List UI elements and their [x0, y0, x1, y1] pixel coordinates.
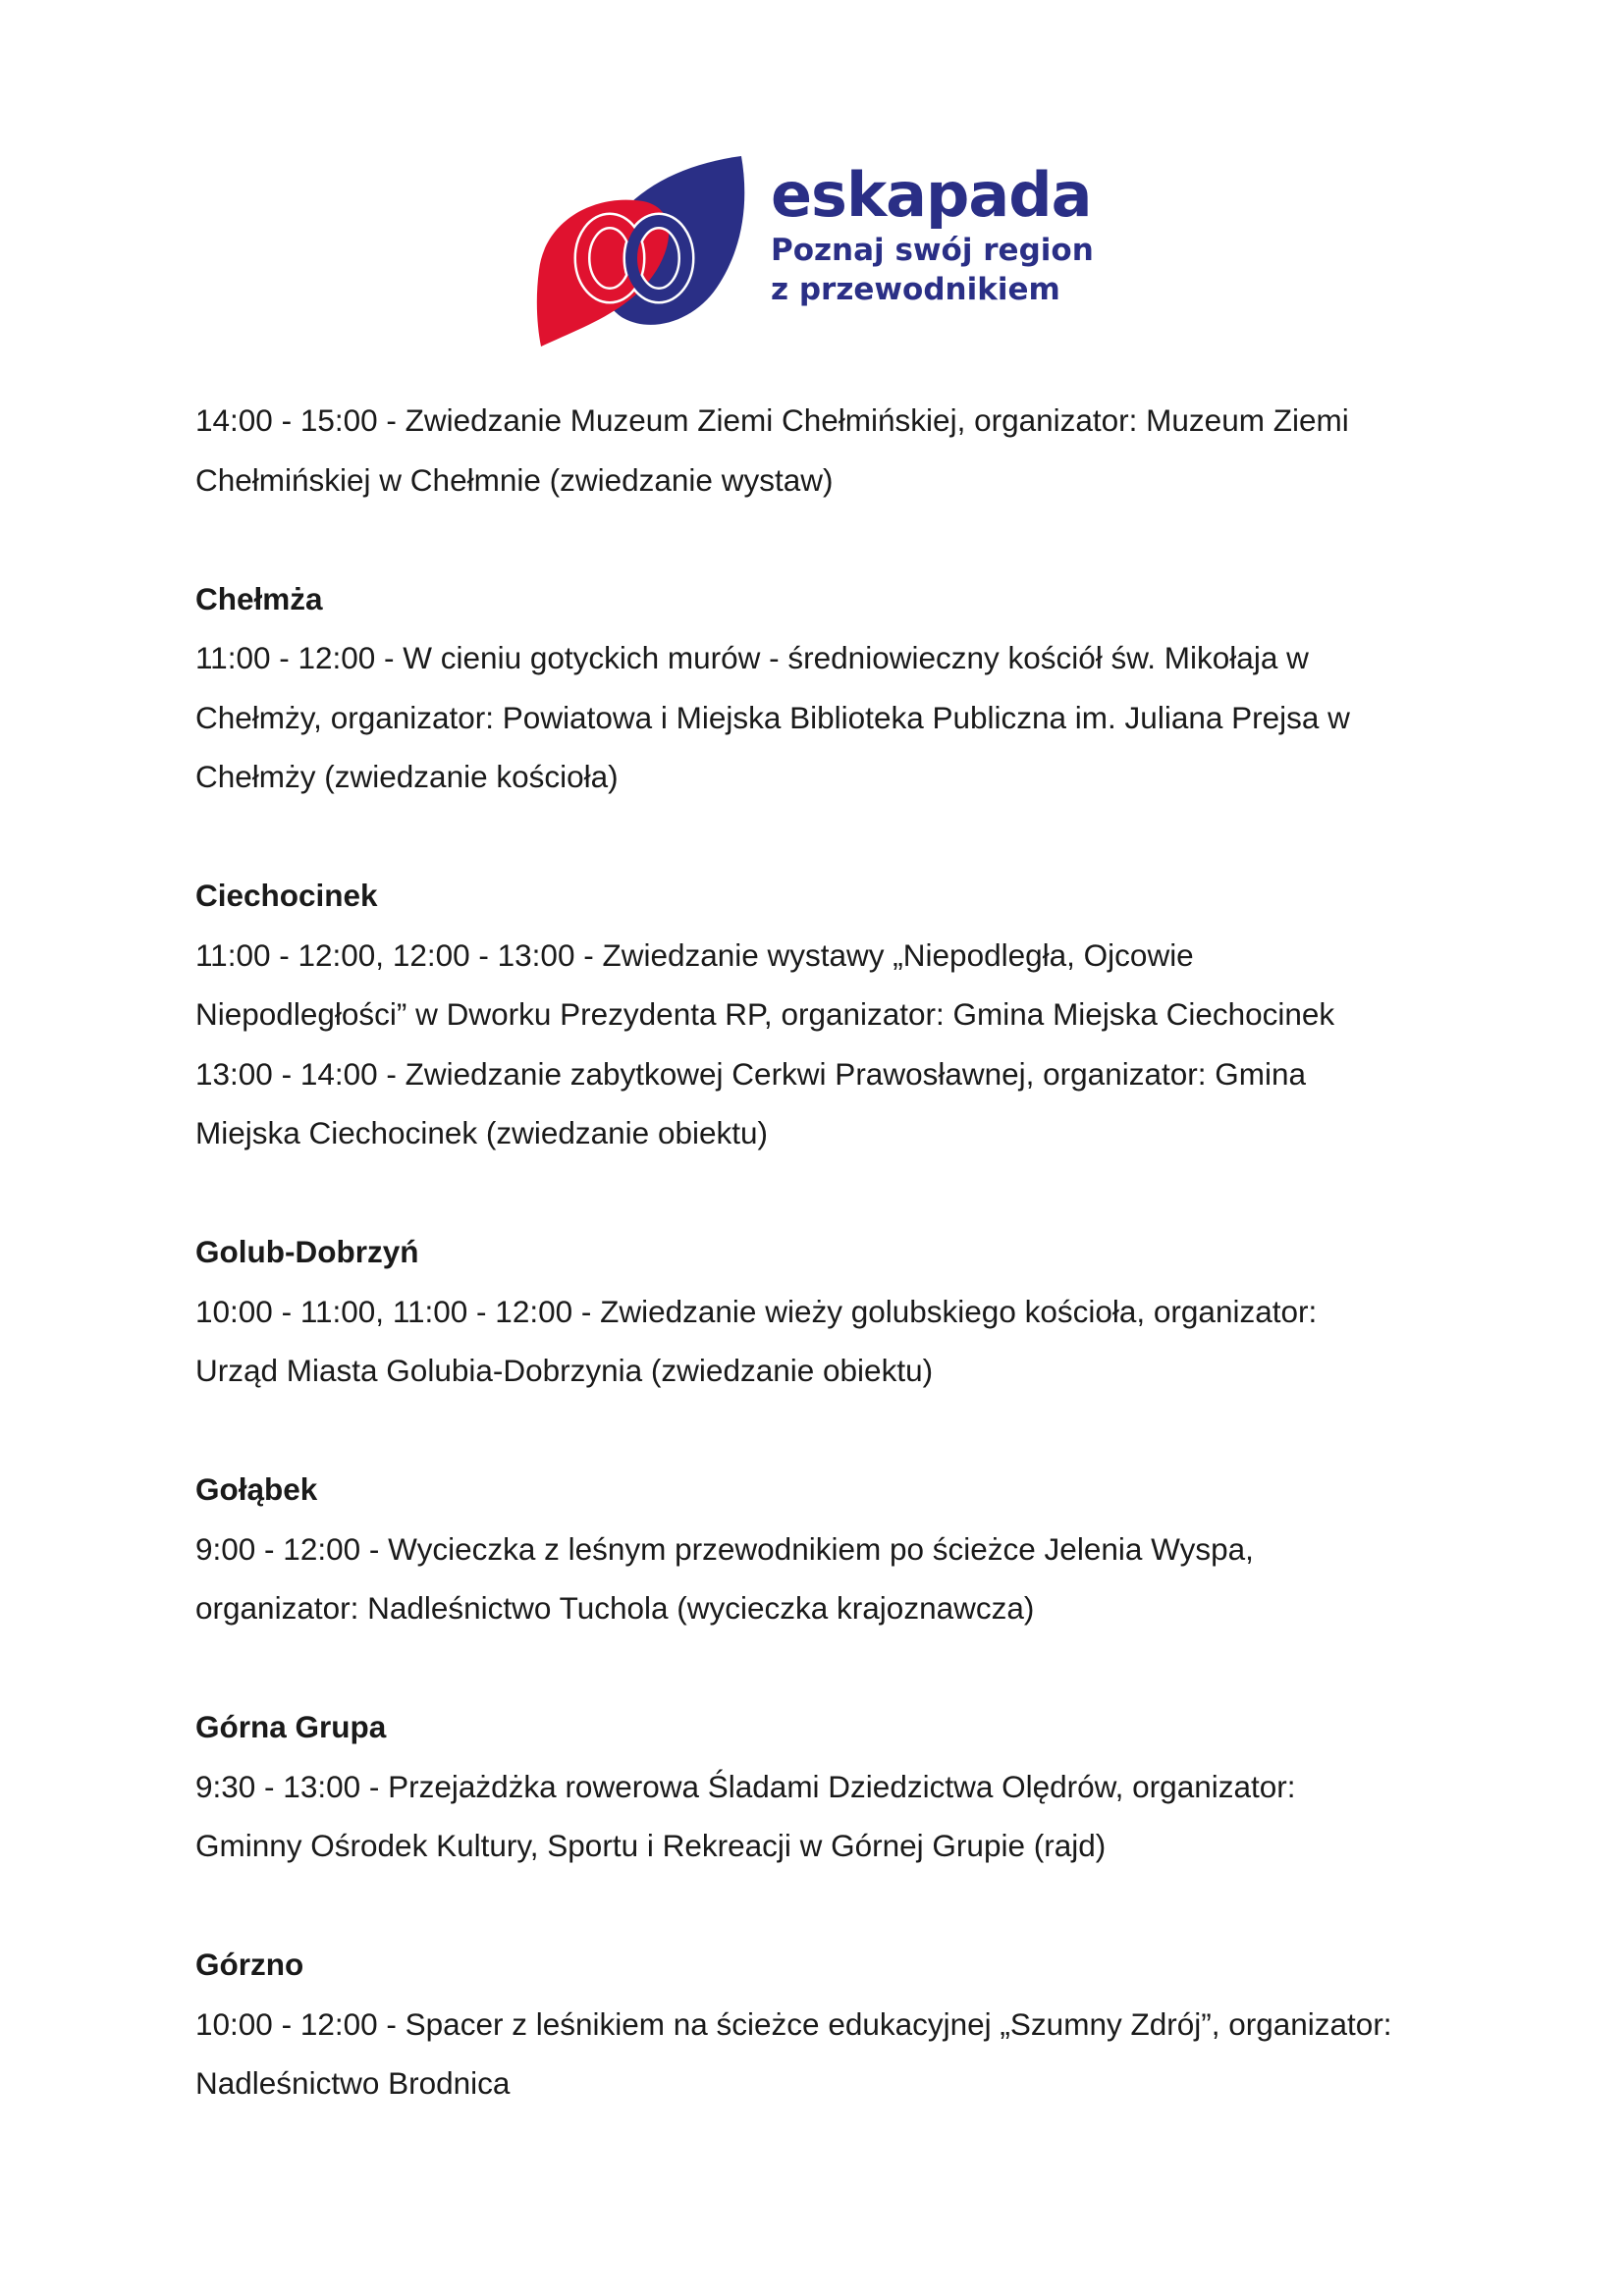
section-heading: Górzno [195, 1947, 304, 1982]
section-chelmza [195, 569, 1452, 807]
entry-line: 11:00 - 12:00 - W cieniu gotyckich murów - średniowieczny kościół św. Mikołaja w [195, 640, 1309, 675]
entry-line: Niepodległości” w Dworku Prezydenta RP, organizator: Gmina Miejska Ciechocinek [195, 996, 1335, 1032]
schedule-content [195, 391, 1452, 2113]
section-heading: Golub-Dobrzyń [195, 1234, 419, 1269]
section-heading: Gołąbek [195, 1471, 318, 1507]
intro-entry [195, 391, 1452, 509]
section-golabek [195, 1460, 1452, 1638]
entry-line: organizator: Nadleśnictwo Tuchola (wycieczka krajoznawcza) [195, 1590, 1035, 1626]
entry-line: Chełmińskiej w Chełmnie (zwiedzanie wystaw) [195, 461, 834, 498]
section-heading: Górna Grupa [195, 1709, 387, 1744]
section-heading: Ciechocinek [195, 878, 378, 913]
entry-line: 11:00 - 12:00, 12:00 - 13:00 - Zwiedzanie wystawy „Niepodległa, Ojcowie [195, 936, 1194, 973]
eskapada-logo-mark-icon [535, 152, 746, 348]
entry-line: 10:00 - 12:00 - Spacer z leśnikiem na ścieżce edukacyjnej „Szumny Zdrój”, organizator: [195, 2005, 1392, 2042]
brand-name: eskapada [771, 159, 1092, 231]
entry-line: 10:00 - 11:00, 11:00 - 12:00 - Zwiedzanie wieży golubskiego kościoła, organizator: [195, 1293, 1318, 1329]
entry-line: 13:00 - 14:00 - Zwiedzanie zabytkowej Cerkwi Prawosławnej, organizator: Gmina [195, 1055, 1307, 1092]
entry-line: 9:30 - 13:00 - Przejażdżka rowerowa Śladami Dziedzictwa Olędrów, organizator: [195, 1768, 1296, 1804]
brand-tagline-line2: z przewodnikiem [771, 272, 1060, 307]
entry-line: Chełmży (zwiedzanie kościoła) [195, 759, 619, 794]
entry-line: Nadleśnictwo Brodnica [195, 2065, 511, 2101]
entry-line: Miejska Ciechocinek (zwiedzanie obiektu) [195, 1115, 769, 1150]
section-golub-dobrzyn [195, 1222, 1452, 1401]
brand-tagline-line1: Poznaj swój region [771, 233, 1094, 268]
entry-line: 14:00 - 15:00 - Zwiedzanie Muzeum Ziemi Chełmińskiej, organizator: Muzeum Ziemi [195, 402, 1349, 438]
entry-line: Urząd Miasta Golubia-Dobrzynia (zwiedzanie obiektu) [195, 1353, 934, 1388]
section-gorna-grupa [195, 1697, 1452, 1876]
entry-line: 9:00 - 12:00 - Wycieczka z leśnym przewodnikiem po ścieżce Jelenia Wyspa, [195, 1530, 1254, 1567]
eskapada-logo [535, 152, 1105, 348]
section-heading: Chełmża [195, 580, 323, 616]
section-ciechocinek [195, 866, 1452, 1163]
section-gorzno [195, 1935, 1452, 2113]
entry-line: Chełmży, organizator: Powiatowa i Miejska Biblioteka Publiczna im. Juliana Prejsa w [195, 699, 1350, 735]
logo-text [771, 160, 1105, 309]
entry-line: Gminny Ośrodek Kultury, Sportu i Rekreacji w Górnej Grupie (rajd) [195, 1828, 1107, 1863]
